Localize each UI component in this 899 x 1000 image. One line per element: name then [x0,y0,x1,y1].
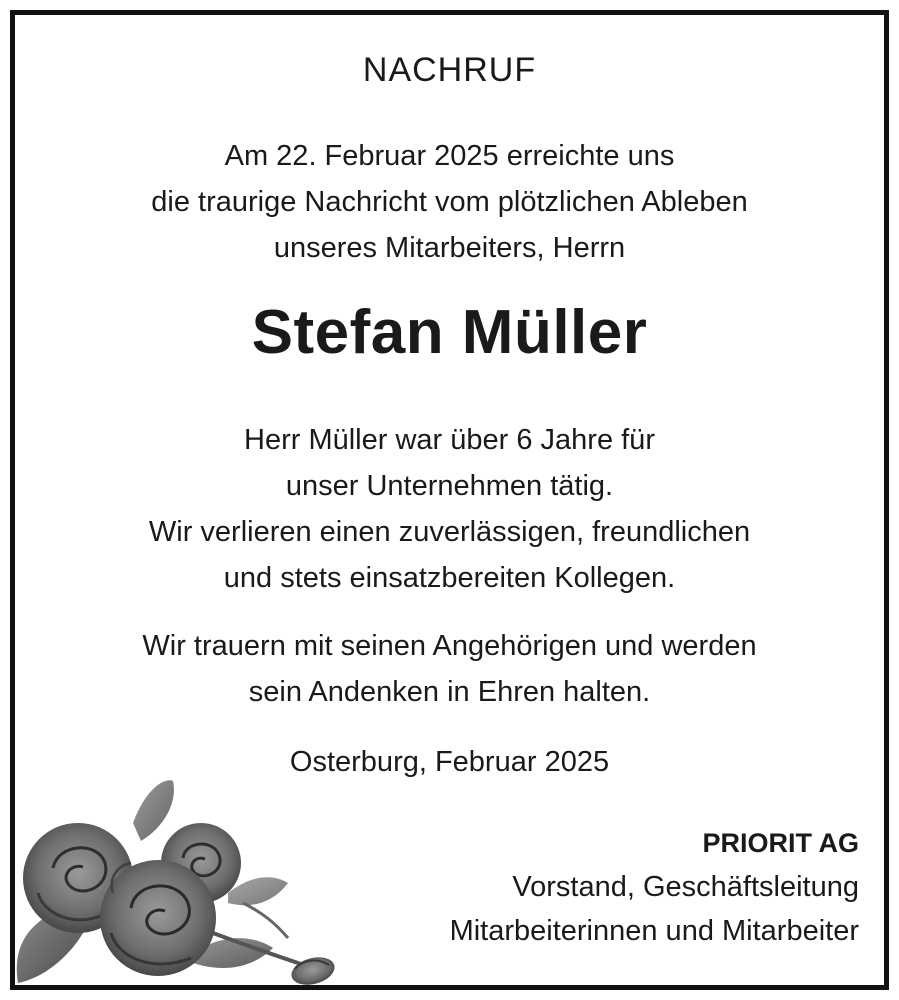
intro-line: Am 22. Februar 2025 erreichte uns [224,140,675,172]
tribute-line: unser Unternehmen tätig. [285,470,614,502]
intro-text [15,133,884,271]
obituary-notice [10,10,889,990]
signature-line: Mitarbeiterinnen und Mitarbeiter [449,915,859,947]
intro-line: die traurige Nachricht vom plötzlichen Ableben [151,186,748,218]
deceased-name: Stefan Müller [251,298,648,367]
mourning-text [15,623,884,715]
notice-heading: NACHRUF [362,51,537,89]
mourning-line: sein Andenken in Ehren halten. [248,676,651,708]
tribute-text [15,417,884,601]
mourning-line: Wir trauern mit seinen Angehörigen und werden [142,630,757,662]
place-date: Osterburg, Februar 2025 [289,746,610,778]
tribute-line: und stets einsatzbereiten Kollegen. [223,562,676,594]
tribute-line: Wir verlieren einen zuverlässigen, freundlichen [148,516,751,548]
tribute-line: Herr Müller war über 6 Jahre für [244,424,655,456]
signature-line: Vorstand, Geschäftsleitung [512,871,859,903]
signature-block [450,821,859,953]
company-name: PRIORIT AG [702,828,859,858]
intro-line: unseres Mitarbeiters, Herrn [273,232,626,264]
roses-image [13,763,343,990]
